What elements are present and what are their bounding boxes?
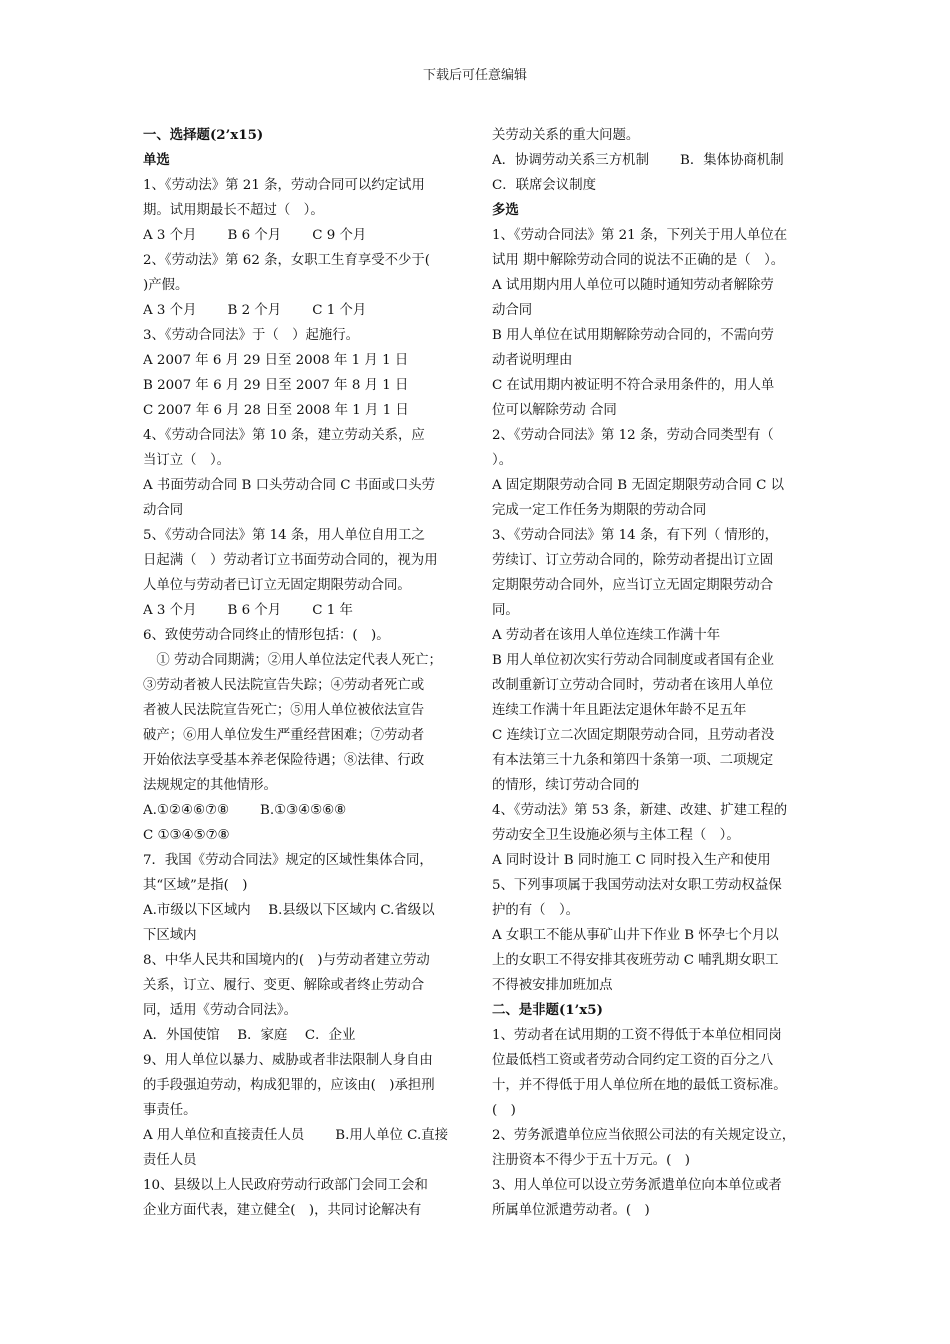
text-line: 7．我国《劳动合同法》规定的区域性集体合同， (143, 853, 433, 868)
text-line: A．协调劳动关系三方机制 B．集体协商机制 (492, 153, 784, 168)
text-line: A.①②④⑥⑦⑧ B.①③④⑤⑥⑧ (143, 803, 347, 818)
text-line: 十，并不得低于用人单位所在地的最低工资标准。 (492, 1078, 787, 1093)
text-line: C 2007 年 6 月 28 日至 2008 年 1 月 1 日 (143, 403, 409, 418)
page-header: 下载后可任意编辑 (422, 68, 527, 83)
text-line: 试用 期中解除劳动合同的说法不正确的是（ ）。 (492, 253, 785, 268)
text-line: 2、劳务派遣单位应当依照公司法的有关规定设立， (492, 1128, 796, 1143)
text-line: 3、《劳动合同法》第 14 条，有下列（ 情形的， (492, 528, 779, 543)
text-line: 同，适用《劳动合同法》。 (143, 1003, 297, 1018)
text-line: A 2007 年 6 月 29 日至 2008 年 1 月 1 日 (143, 353, 409, 368)
text-line: 1、劳动者在试用期的工资不得低于本单位相同岗 (492, 1028, 782, 1043)
text-line: 位最低档工资或者劳动合同约定工资的百分之八 (492, 1053, 774, 1068)
text-line: 4、《劳动法》第 53 条，新建、改建、扩建工程的 (492, 803, 788, 818)
text-line: 的手段强迫劳动，构成犯罪的，应该由( )承担刑 (143, 1078, 435, 1093)
text-line: ( ) (492, 1103, 516, 1118)
text-line: 3、《劳动合同法》于（ ）起施行。 (143, 328, 360, 343)
text-line: 日起满（ ）劳动者订立书面劳动合同的，视为用 (143, 553, 438, 568)
text-line: 事责任。 (143, 1103, 197, 1118)
text-line: 同。 (492, 603, 519, 618)
text-line: 其“区域”是指( ) (143, 878, 248, 893)
text-line: 连续工作满十年且距法定退休年龄不足五年 (492, 703, 747, 718)
text-line: 2、《劳动合同法》第 12 条，劳动合同类型有（ (492, 428, 774, 443)
text-line: 劳续订、订立劳动合同的，除劳动者提出订立固 (492, 553, 774, 568)
text-line: A 女职工不能从事矿山井下作业 B 怀孕七个月以 (492, 928, 779, 943)
text-line: C 在试用期内被证明不符合录用条件的，用人单 (492, 378, 775, 393)
text-line: 不得被安排加班加点 (492, 978, 613, 993)
text-line: 3、用人单位可以设立劳务派遣单位向本单位或者 (492, 1178, 782, 1193)
text-line: 人单位与劳动者已订立无固定期限劳动合同。 (143, 578, 411, 593)
text-line: 动者说明理由 (492, 353, 573, 368)
text-line: ① 劳动合同期满；②用人单位法定代表人死亡； (143, 653, 442, 668)
text-line: A 同时设计 B 同时施工 C 同时投入生产和使用 (492, 853, 771, 868)
text-line: 者被人民法院宣告死亡；⑤用人单位被依法宣告 (143, 703, 425, 718)
left-column (143, 123, 465, 1223)
text-line: 有本法第三十九条和第四十条第一项、二项规定 (492, 753, 774, 768)
text-line: 企业方面代表，建立健全( )，共同讨论解决有 (143, 1203, 422, 1218)
text-line: 8、中华人民共和国境内的( )与劳动者建立劳动 (143, 953, 430, 968)
text-line: 1、《劳动法》第 21 条，劳动合同可以约定试用 (143, 178, 425, 193)
text-line: 关系，订立、履行、变更、解除或者终止劳动合 (143, 978, 425, 993)
text-line: A 3 个月 B 6 个月 C 1 年 (143, 603, 353, 618)
text-line: B 2007 年 6 月 29 日至 2007 年 8 月 1 日 (143, 378, 409, 393)
text-line: )产假。 (143, 278, 189, 293)
text-line: 定期限劳动合同外，应当订立无固定期限劳动合 (492, 578, 774, 593)
text-line: C 连续订立二次固定期限劳动合同，且劳动者没 (492, 728, 775, 743)
text-line: 护的有（ ）。 (492, 903, 580, 918)
text-line: 责任人员 (143, 1153, 197, 1168)
text-line: 劳动安全卫生设施必须与主体工程（ ）。 (492, 828, 740, 843)
section-heading: 多选 (492, 202, 519, 218)
text-line: A 试用期内用人单位可以随时通知劳动者解除劳 (492, 278, 774, 293)
text-line: 期。试用期最长不超过（ ）。 (143, 203, 324, 218)
text-line: 所属单位派遣劳动者。( ) (492, 1203, 650, 1218)
text-line: B 用人单位在试用期解除劳动合同的，不需向劳 (492, 328, 774, 343)
text-line: A 3 个月 B 2 个月 C 1 个月 (143, 303, 367, 318)
text-line: 下区域内 (143, 928, 197, 943)
text-line: 法规规定的其他情形。 (143, 778, 277, 793)
text-line: ）。 (492, 453, 513, 468)
text-line: 的情形，续订劳动合同的 (492, 778, 640, 793)
text-line: 位可以解除劳动 合同 (492, 403, 617, 418)
text-line: 动合同 (143, 503, 184, 518)
text-line: 关劳动关系的重大问题。 (492, 128, 640, 143)
text-line: 2、《劳动法》第 62 条，女职工生育享受不少于( (143, 253, 431, 268)
text-line: 开始依法享受基本养老保险待遇；⑧法律、行政 (143, 753, 425, 768)
right-column (492, 123, 818, 1223)
text-line: A 劳动者在该用人单位连续工作满十年 (492, 628, 721, 643)
text-line: 10、县级以上人民政府劳动行政部门会同工会和 (143, 1178, 428, 1193)
text-line: 破产；⑥用人单位发生严重经营困难；⑦劳动者 (143, 728, 425, 743)
text-line: 当订立（ ）。 (143, 453, 231, 468)
text-line: A 书面劳动合同 B 口头劳动合同 C 书面或口头劳 (143, 478, 436, 493)
text-line: 9、用人单位以暴力、威胁或者非法限制人身自由 (143, 1053, 433, 1068)
text-line: 动合同 (492, 303, 533, 318)
text-line: A 固定期限劳动合同 B 无固定期限劳动合同 C 以 (492, 478, 785, 493)
section-heading: 单选 (143, 152, 170, 168)
text-line: 上的女职工不得安排其夜班劳动 C 哺乳期女职工 (492, 953, 779, 968)
text-line: 5、下列事项属于我国劳动法对女职工劳动权益保 (492, 878, 782, 893)
text-line: A 3 个月 B 6 个月 C 9 个月 (143, 228, 367, 243)
text-line: 1、《劳动合同法》第 21 条，下列关于用人单位在 (492, 228, 788, 243)
text-line: A.市级以下区域内 B.县级以下区域内 C.省级以 (143, 903, 435, 918)
text-line: C．联席会议制度 (492, 178, 596, 193)
text-line: 注册资本不得少于五十万元。( ) (492, 1153, 690, 1168)
text-line: A 用人单位和直接责任人员 B.用人单位 C.直接 (143, 1128, 448, 1143)
text-line: 6、致使劳动合同终止的情形包括：( )。 (143, 628, 390, 643)
text-line: ③劳动者被人民法院宣告失踪；④劳动者死亡或 (143, 678, 425, 693)
section-heading: 一、选择题(2’x15) (143, 127, 264, 143)
section-heading: 二、是非题(1’x5) (492, 1002, 603, 1018)
text-line: 改制重新订立劳动合同时，劳动者在该用人单位 (492, 678, 774, 693)
text-line: 5、《劳动合同法》第 14 条，用人单位自用工之 (143, 528, 425, 543)
text-line: C ①③④⑤⑦⑧ (143, 828, 230, 843)
text-line: 4、《劳动合同法》第 10 条，建立劳动关系，应 (143, 428, 425, 443)
text-line: B 用人单位初次实行劳动合同制度或者国有企业 (492, 653, 774, 668)
text-line: 完成一定工作任务为期限的劳动合同 (492, 503, 707, 518)
text-line: A．外国使馆 B．家庭 C．企业 (143, 1028, 356, 1043)
